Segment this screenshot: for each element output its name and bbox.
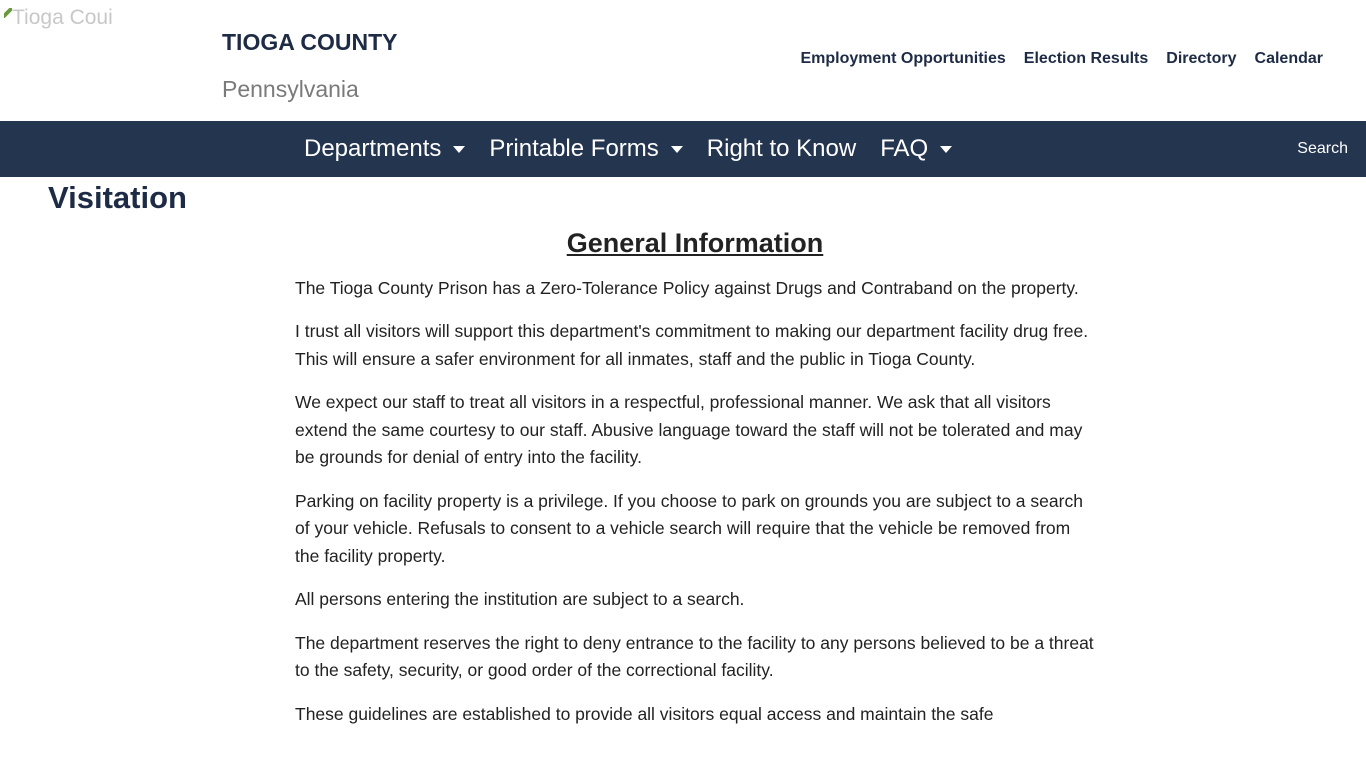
site-subtitle: Pennsylvania <box>222 76 359 102</box>
link-directory[interactable]: Directory <box>1166 50 1237 67</box>
nav-label: Printable Forms <box>489 135 659 162</box>
paragraph: We expect our staff to treat all visitors in a respectful, professional manner. We ask that all visitors extend the same courtesy to our staff. Abusive language toward the staff will not be tolerated and may be grounds for denial of entry into the facility. <box>295 392 1083 467</box>
caret-down-icon <box>940 146 952 153</box>
nav-label: Right to Know <box>706 135 857 162</box>
page-title: Visitation <box>48 180 187 215</box>
caret-down-icon <box>671 146 683 153</box>
caret-down-icon <box>453 146 465 153</box>
nav-faq[interactable] <box>880 135 952 163</box>
paragraph: Parking on facility property is a privilege. If you choose to park on grounds you are subject to a search of your vehicle. Refusals to consent to a vehicle search will require that the vehicle be removed from the facility property. <box>295 490 1083 566</box>
page-content <box>295 230 1095 744</box>
broken-image-icon <box>4 8 12 18</box>
nav-label: FAQ <box>880 135 929 162</box>
site-header <box>0 0 1366 121</box>
nav-label: Departments <box>304 135 442 162</box>
nav-departments[interactable] <box>304 135 465 163</box>
nav-right-to-know[interactable] <box>707 135 856 163</box>
logo-alt-text: Tioga Coui <box>12 6 113 29</box>
link-calendar[interactable]: Calendar <box>1254 50 1323 67</box>
paragraph: These guidelines are established to provide all visitors equal access and maintain the safe <box>295 703 994 724</box>
logo-image[interactable] <box>4 6 130 30</box>
utility-links <box>800 50 1323 68</box>
search-button[interactable]: Search <box>1297 140 1348 157</box>
paragraph: The Tioga County Prison has a Zero-Tolerance Policy against Drugs and Contraband on the property. <box>295 277 1079 298</box>
paragraph: I trust all visitors will support this department's commitment to making our department facility drug free. This will ensure a safer environment for all inmates, staff and the public in Tioga County. <box>295 321 1089 369</box>
site-title[interactable]: TIOGA COUNTY <box>222 29 398 55</box>
paragraph: The department reserves the right to deny entrance to the facility to any persons believed to be a threat to the safety, security, or good order of the correctional facility. <box>295 632 1094 680</box>
paragraph: All persons entering the institution are subject to a search. <box>295 589 745 609</box>
link-employment[interactable]: Employment Opportunities <box>800 50 1006 67</box>
section-heading: General Information <box>566 228 824 258</box>
link-election-results[interactable]: Election Results <box>1023 50 1149 67</box>
main-nav <box>0 121 1366 177</box>
nav-printable-forms[interactable] <box>489 135 682 163</box>
